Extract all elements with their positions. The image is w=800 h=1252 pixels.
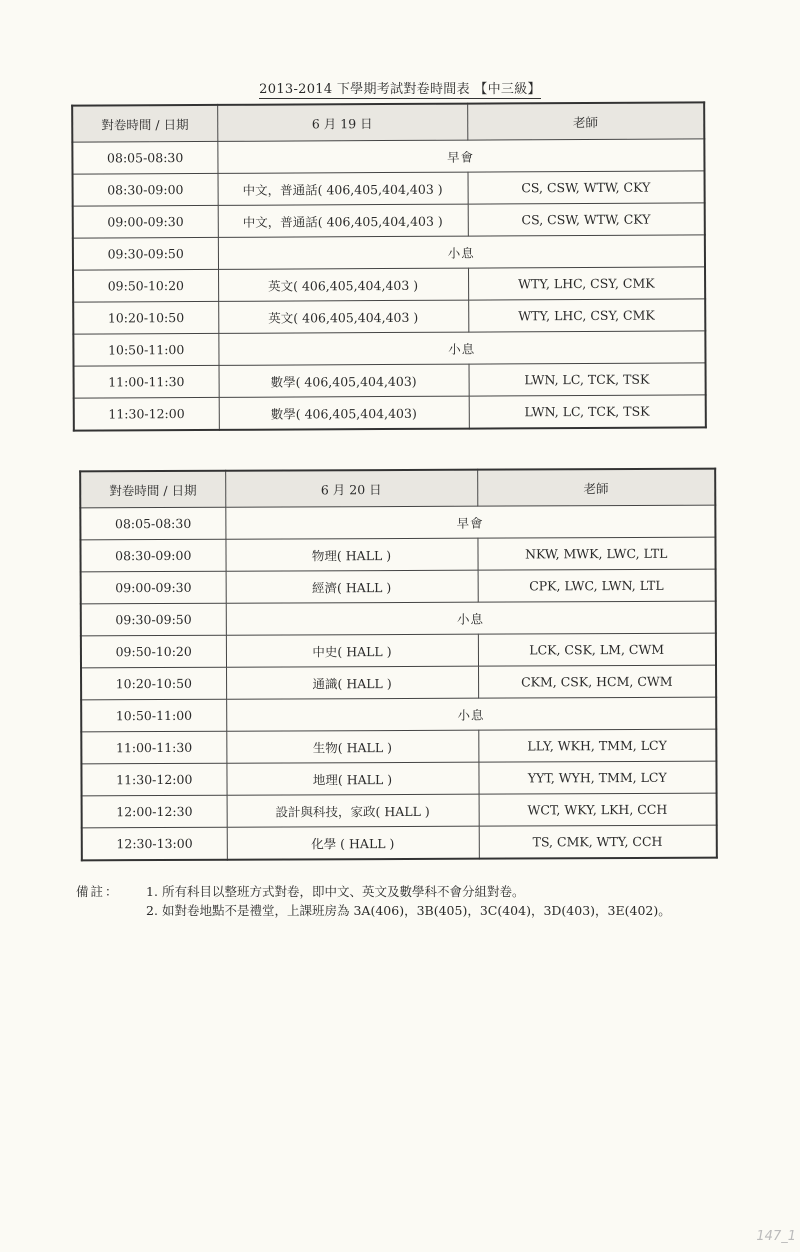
- teachers-cell: NKW, MWK, LWC, LTL: [477, 537, 715, 570]
- table-row: [73, 331, 705, 366]
- break-cell: 小息: [218, 235, 705, 270]
- teachers-cell: TS, CMK, WTY, CCH: [479, 825, 717, 859]
- table-row: [82, 793, 717, 828]
- table-row: [73, 171, 705, 206]
- table-row: [81, 697, 716, 732]
- time-cell: 11:00-11:30: [74, 365, 219, 398]
- table-row: [73, 299, 705, 334]
- table-row: [81, 569, 716, 604]
- table-row: [74, 363, 706, 398]
- time-cell: 10:50-11:00: [73, 333, 218, 366]
- subject-cell: 設計與科技，家政( HALL ): [227, 794, 479, 827]
- header-teachers: 老師: [467, 102, 704, 140]
- header-teachers: 老師: [477, 469, 715, 507]
- table-row: [81, 665, 716, 700]
- time-cell: 10:20-10:50: [73, 301, 218, 334]
- teachers-cell: LCK, CSK, LM, CWM: [478, 633, 716, 666]
- page-title: 2013-2014 下學期考試對卷時間表 【中三級】: [259, 82, 541, 97]
- time-cell: 08:05-08:30: [80, 507, 225, 540]
- teachers-cell: WCT, WKY, LKH, CCH: [479, 793, 717, 826]
- teachers-cell: WTY, LHC, CSY, CMK: [468, 267, 705, 300]
- remarks-list: [146, 882, 766, 920]
- teachers-cell: CPK, LWC, LWN, LTL: [478, 569, 716, 602]
- handwritten-page-mark: 147_1: [756, 1229, 796, 1244]
- subject-cell: 中文，普通話( 406,405,404,403 ): [218, 204, 468, 237]
- table-header: [72, 102, 704, 142]
- time-cell: 09:30-09:50: [81, 603, 226, 636]
- table-row: [73, 267, 705, 302]
- break-cell: 小息: [226, 697, 716, 731]
- subject-cell: 數學( 406,405,404,403): [219, 364, 469, 397]
- remark-number: 1.: [146, 884, 158, 899]
- remark-text: 如對卷地點不是禮堂，上課班房為 3A(406)，3B(405)，3C(404)，3D(403)，3E(402)。: [162, 903, 671, 918]
- teachers-cell: WTY, LHC, CSY, CMK: [468, 299, 705, 332]
- time-cell: 09:50-10:20: [81, 635, 226, 668]
- teachers-cell: CS, CSW, WTW, CKY: [468, 171, 705, 204]
- time-cell: 10:50-11:00: [81, 699, 226, 732]
- subject-cell: 英文( 406,405,404,403 ): [218, 268, 468, 301]
- table-row: [74, 395, 706, 431]
- time-cell: 11:00-11:30: [81, 731, 226, 764]
- subject-cell: 中文，普通話( 406,405,404,403 ): [218, 172, 468, 205]
- time-cell: 08:30-09:00: [80, 539, 225, 572]
- table-row: [73, 235, 705, 270]
- subject-cell: 中史( HALL ): [226, 634, 478, 667]
- time-cell: 09:00-09:30: [73, 205, 218, 238]
- header-date: 6 月 19 日: [217, 104, 467, 142]
- remark-item: [146, 901, 766, 920]
- subject-cell: 物理( HALL ): [225, 538, 477, 571]
- table-row: [82, 825, 717, 860]
- header-time-date: 對卷時間 / 日期: [72, 105, 217, 142]
- break-cell: 小息: [226, 601, 716, 635]
- time-cell: 09:00-09:30: [81, 571, 226, 604]
- time-cell: 10:20-10:50: [81, 667, 226, 700]
- teachers-cell: LWN, LC, TCK, TSK: [469, 363, 706, 396]
- time-cell: 08:30-09:00: [73, 173, 218, 206]
- table-header: [80, 469, 715, 508]
- remarks-label: 備註：: [76, 884, 120, 899]
- teachers-cell: YYT, WYH, TMM, LCY: [478, 761, 716, 794]
- break-cell: 小息: [218, 331, 705, 366]
- remark-item: [146, 882, 766, 901]
- header-time-date: 對卷時間 / 日期: [80, 471, 225, 508]
- time-cell: 11:30-12:00: [74, 397, 219, 430]
- subject-cell: 數學( 406,405,404,403): [219, 396, 469, 430]
- table-row: [81, 601, 716, 636]
- table-row: [80, 537, 715, 572]
- subject-cell: 化學 ( HALL ): [227, 826, 479, 860]
- schedule-table-june-19: [71, 101, 707, 431]
- teachers-cell: CS, CSW, WTW, CKY: [468, 203, 705, 236]
- time-cell: 09:30-09:50: [73, 237, 218, 270]
- subject-cell: 英文( 406,405,404,403 ): [218, 300, 468, 333]
- remark-number: 2.: [146, 903, 158, 918]
- table-row: [81, 729, 716, 764]
- time-cell: 11:30-12:00: [81, 763, 226, 796]
- subject-cell: 生物( HALL ): [226, 730, 478, 763]
- time-cell: 09:50-10:20: [73, 269, 218, 302]
- header-date: 6 月 20 日: [225, 470, 477, 508]
- table-row: [81, 761, 716, 796]
- break-cell: 早會: [217, 139, 704, 174]
- remark-text: 所有科目以整班方式對卷，即中文、英文及數學科不會分組對卷。: [162, 884, 525, 899]
- time-cell: 12:30-13:00: [82, 827, 227, 860]
- table-row: [80, 505, 715, 540]
- teachers-cell: LWN, LC, TCK, TSK: [469, 395, 706, 429]
- subject-cell: 通識( HALL ): [226, 666, 478, 699]
- teachers-cell: CKM, CSK, HCM, CWM: [478, 665, 716, 698]
- subject-cell: 地理( HALL ): [226, 762, 478, 795]
- table-row: [81, 633, 716, 668]
- schedule-table-june-20: [79, 468, 718, 862]
- table-row: [73, 203, 705, 238]
- teachers-cell: LLY, WKH, TMM, LCY: [478, 729, 716, 762]
- table-row: [72, 139, 704, 174]
- break-cell: 早會: [225, 505, 715, 539]
- time-cell: 12:00-12:30: [82, 795, 227, 828]
- subject-cell: 經濟( HALL ): [226, 570, 478, 603]
- time-cell: 08:05-08:30: [72, 141, 217, 174]
